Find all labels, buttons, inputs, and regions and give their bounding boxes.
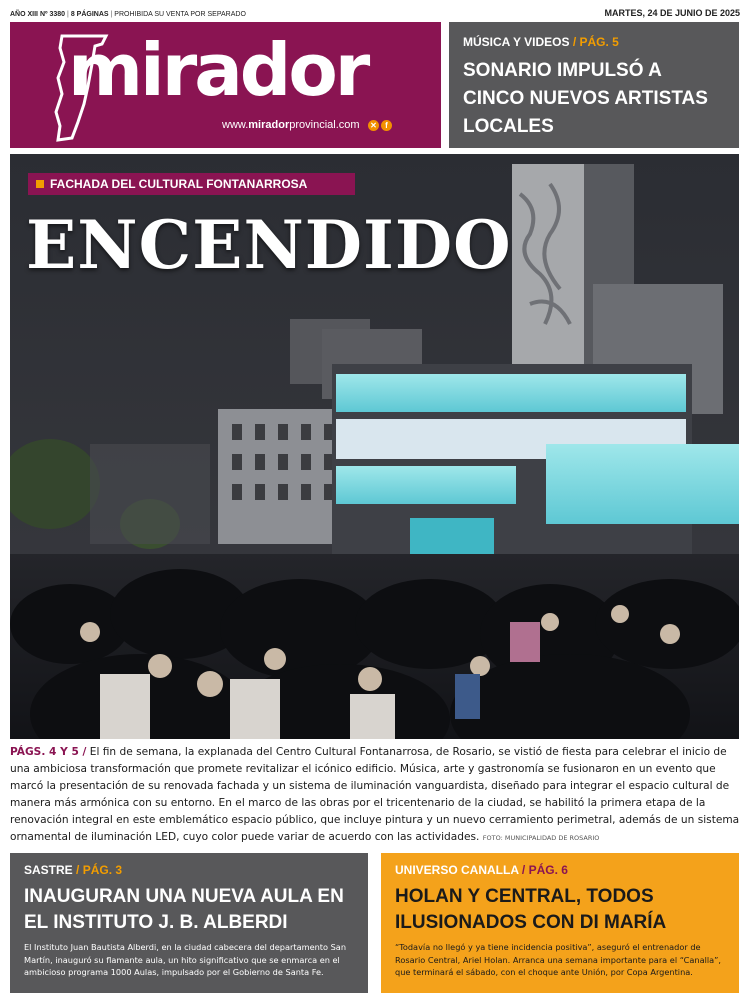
bottom-right-story[interactable] [381, 853, 739, 993]
main-story-body [10, 744, 740, 847]
bottom-right-page: / PÁG. 6 [521, 863, 568, 877]
issue-date: MARTES, 24 DE JUNIO DE 2025 [604, 8, 740, 18]
top-story-kicker [463, 35, 725, 49]
main-story-pages: PÁGS. 4 Y 5 / [10, 746, 87, 758]
bottom-left-story[interactable] [10, 853, 368, 993]
main-photo [10, 154, 739, 739]
bottom-left-section: SASTRE [24, 863, 73, 877]
top-info-bar [10, 8, 740, 22]
bottom-left-kicker [24, 863, 354, 877]
bottom-right-summary: “Todavía no llegó y ya tiene incidencia positiva”, aseguró el entrenador de Rosario Central, Ariel Holan. Arranca una semana importante para el “Canalla”, que terminará el sábado, con el choque ante Unión, por Copa Argentina. [395, 942, 722, 977]
sale-notice: PROHIBIDA SU VENTA POR SEPARADO [114, 11, 246, 18]
bottom-left-headline: INAUGURAN UNA NUEVA AULA EN EL INSTITUTO J. B. ALBERDI [24, 886, 344, 933]
bottom-left-summary: El Instituto Juan Bautista Alberdi, en la ciudad cabecera del departamento San Martín, inauguró su flamante aula, un hito significativo que se enmarca en el ambicioso programa 1000 Aulas, impulsado por el Gobierno de Santa Fe. [24, 942, 347, 977]
bottom-left-page: / PÁG. 3 [76, 863, 123, 877]
x-social-icon[interactable]: ✕ [368, 120, 379, 131]
website-url[interactable]: www.miradorprovincial.com [222, 119, 360, 131]
masthead [10, 22, 441, 148]
top-story-page: / PÁG. 5 [572, 35, 619, 49]
bottom-right-section: UNIVERSO CANALLA [395, 863, 519, 877]
social-icons [368, 120, 394, 138]
illuminated-facade [336, 374, 686, 412]
main-headline: ENCENDIDO [26, 206, 512, 284]
page-count: 8 PÁGINAS [70, 11, 109, 18]
top-story-headline: SONARIO IMPULSÓ A CINCO NUEVOS ARTISTAS LOCALES [463, 60, 708, 137]
photo-label: FACHADA DEL CULTURAL FONTANARROSA [28, 173, 355, 195]
bottom-right-headline: HOLAN Y CENTRAL, TODOS ILUSIONADOS CON DI MARÍA [395, 886, 667, 933]
facebook-icon[interactable]: f [381, 120, 392, 131]
mirador-logo: mirador [68, 28, 368, 112]
edition-info: AÑO XIII Nº 3380 | 8 PÁGINAS | PROHIBIDA SU VENTA POR SEPARADO [10, 11, 246, 18]
top-story-section: MÚSICA Y VIDEOS [463, 35, 570, 49]
bottom-right-kicker [395, 863, 725, 877]
top-story-teaser[interactable] [449, 22, 739, 148]
main-story-text: El fin de semana, la explanada del Centro Cultural Fontanarrosa, de Rosario, se vistió de fiesta para celebrar el inicio de una ambiciosa transformación que promete revitalizar el icónico edificio. Música, arte y gastronomía se fusionaron en un evento que marcó la presentación de su renovada fachada y un sistema de iluminación vanguardista, diseñado para integrar el espacio cultural de manera más armónica con su entorno. En el marco de las obras por el tricentenario de la ciudad, se habilitó la primera etapa de la renovación integral en este emblemático espacio público, que incluye pintura y un nuevo cerramiento perimetral, además de un sistema ornamental de iluminación LED, cuyo color puede variar de acuerdo con las actividades. [10, 746, 740, 843]
label-square-icon [36, 180, 44, 188]
edition-number: AÑO XIII Nº 3380 [10, 11, 66, 18]
photo-credit: FOTO: MUNICIPALIDAD DE ROSARIO [482, 834, 600, 842]
